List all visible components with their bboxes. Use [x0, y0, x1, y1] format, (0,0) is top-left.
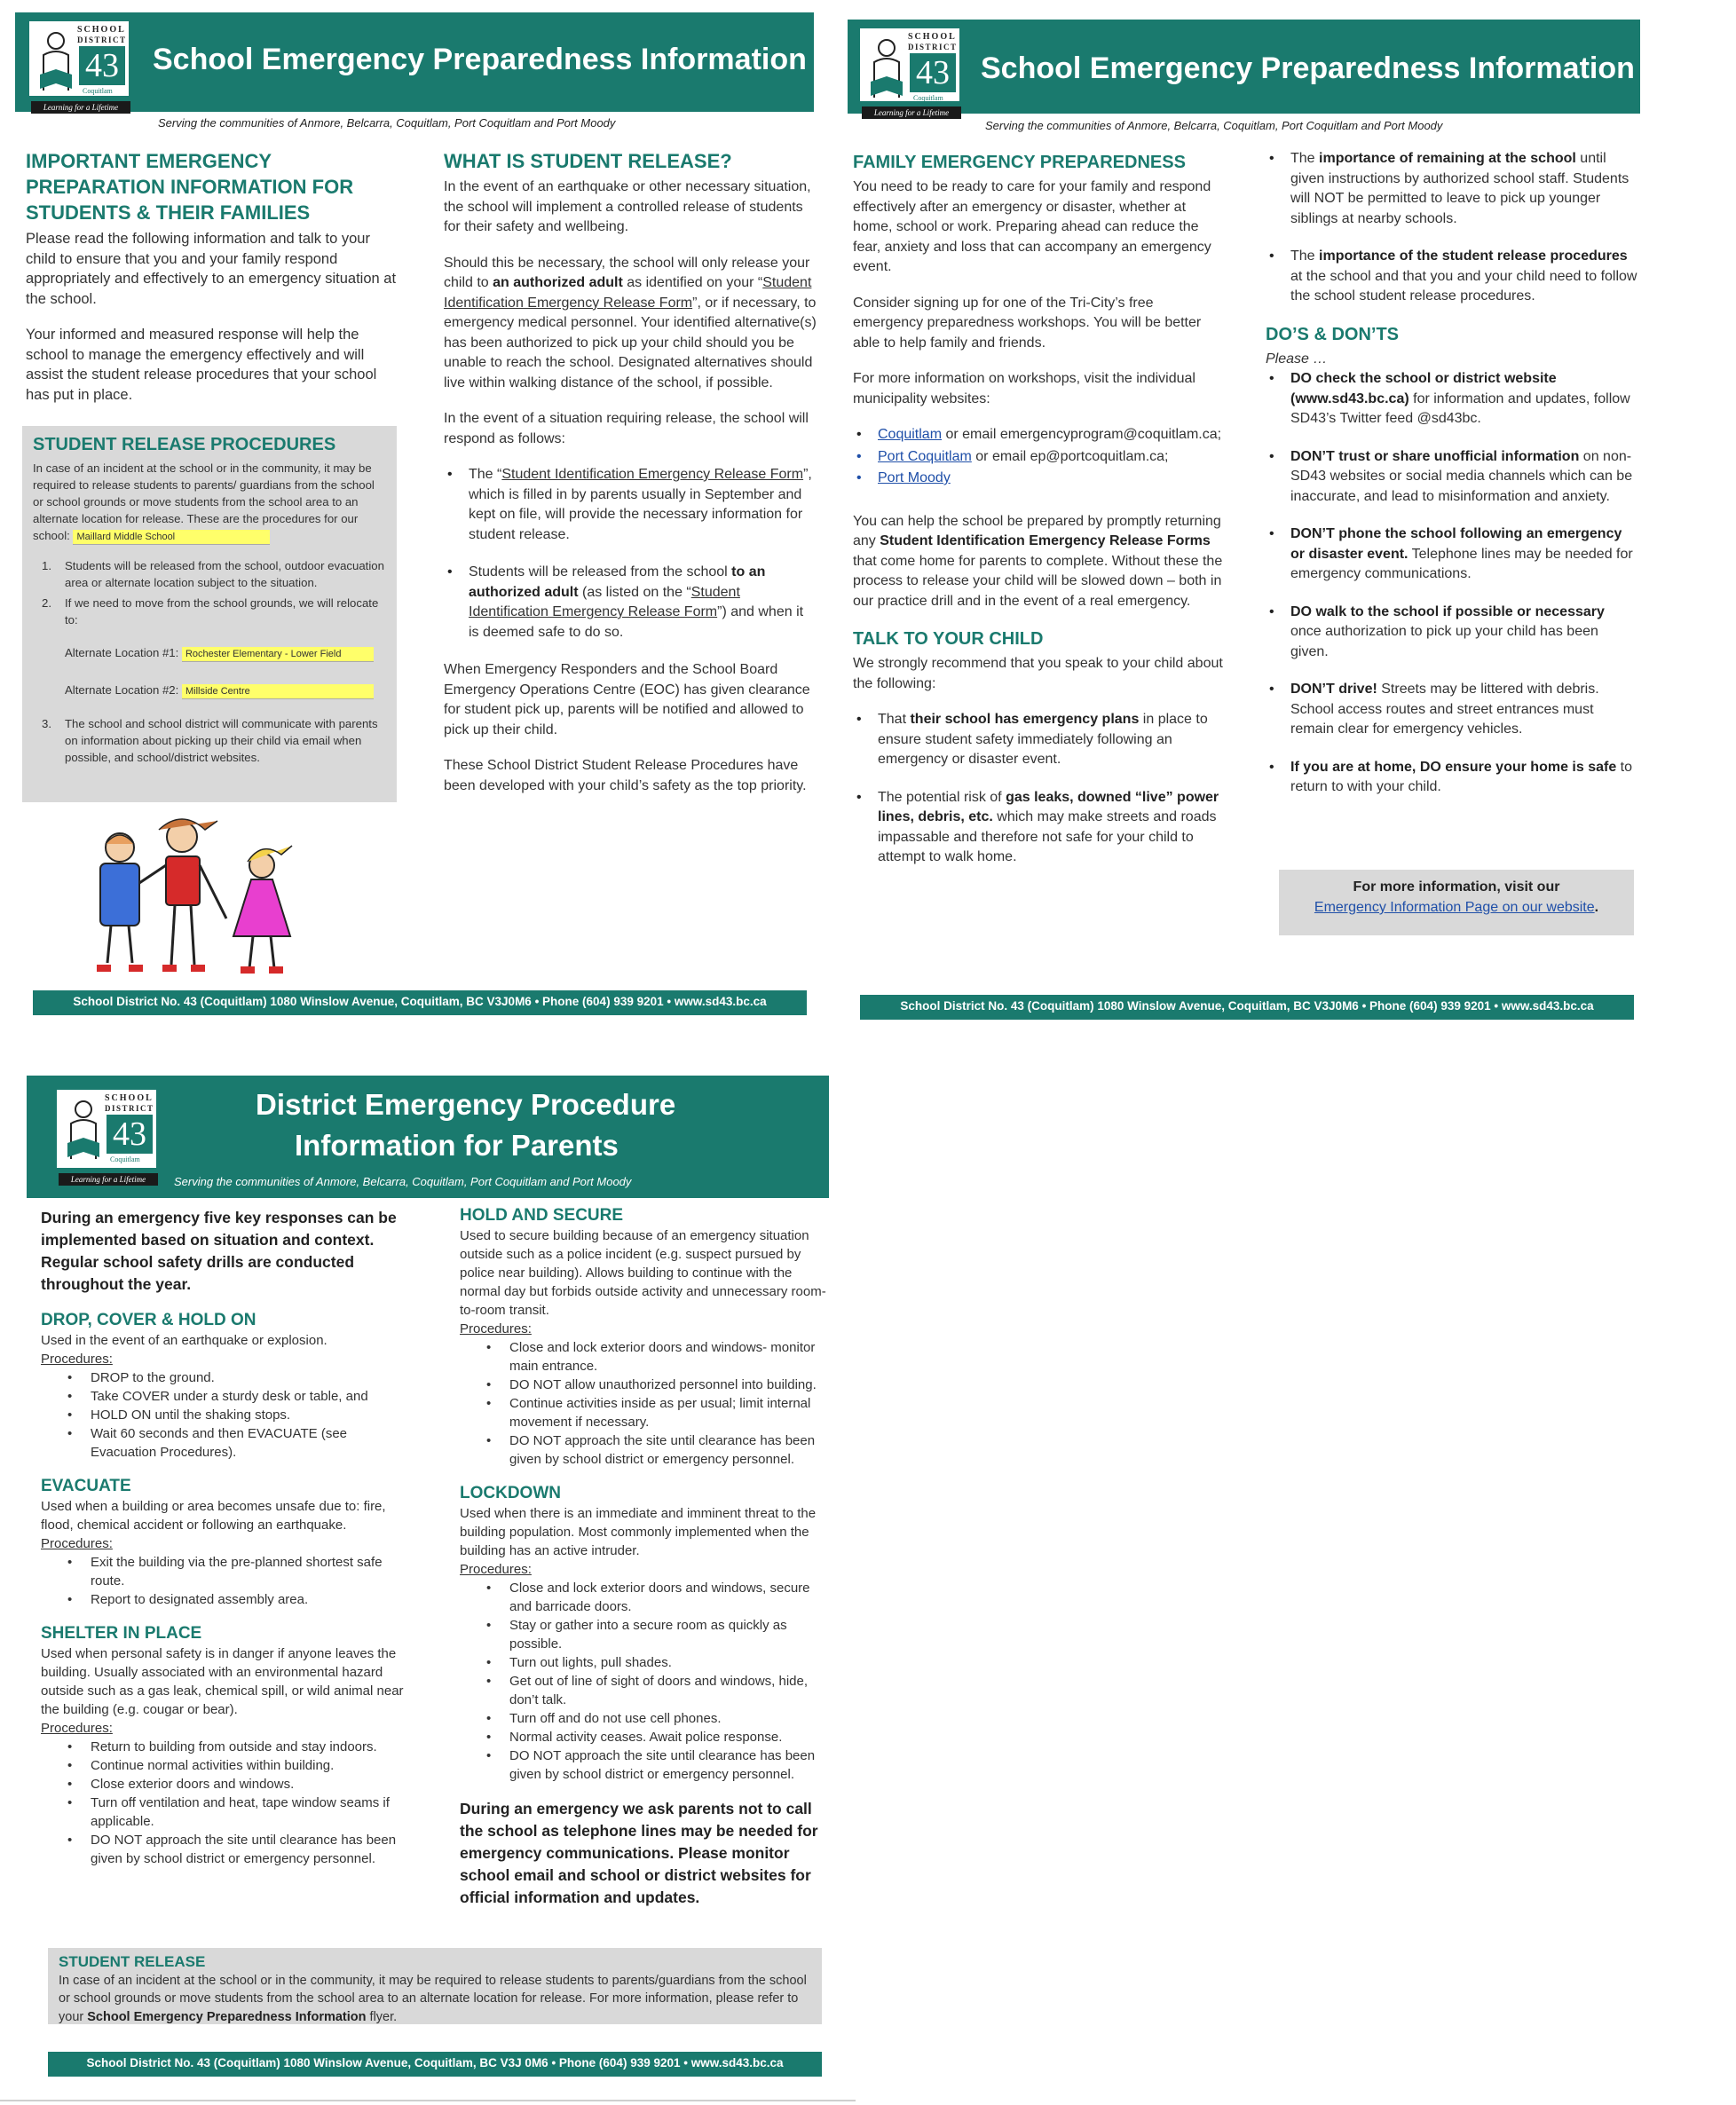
page2-serving: Serving the communities of Anmore, Belcarra, Coquitlam, Port Coquitlam and Port Moody	[985, 119, 1443, 132]
list-item: • DO NOT allow unauthorized personnel into building.	[460, 1376, 832, 1394]
logo-tagline: Learning for a Lifetime	[862, 106, 961, 119]
district-logo-3	[57, 1090, 156, 1184]
do-walk-to-school: • DO walk to the school if possible or necessary once authorization to pick up your child has been given.	[1266, 603, 1638, 663]
family-p1: You need to be ready to care for your family and respond effectively after an emergency or disaster, whether at home, school or work. Preparing ahead can reduce the fear, anxiety and loss that can accompany an emergency event.	[853, 179, 1211, 274]
logo-tagline: Learning for a Lifetime	[31, 101, 130, 114]
lockdown-list	[460, 1579, 832, 1784]
important-p2: Your informed and measured response will help the school to manage the emergency effectively and will assist the student release procedures that your school has put in place.	[26, 327, 377, 403]
talk-bullets	[853, 710, 1226, 868]
lockdown-desc: Used when there is an immediate and imminent threat to the building population. Most commonly implemented when the building has an active intruder.	[460, 1506, 817, 1558]
what-is-release-heading: WHAT IS STUDENT RELEASE?	[444, 150, 732, 172]
logo-number: 43	[107, 1115, 153, 1154]
release-bullet-1: • The “Student Identification Emergency Release Form”, which is filled in by parents usually in September and kept on file, will provide the necessary information for student release.	[444, 465, 817, 545]
release-p3: In the event of a situation requiring release, the school will respond as follows:	[444, 411, 809, 446]
page3-col2	[460, 1205, 832, 1909]
student-release-procedures-box	[22, 426, 397, 802]
srp-item-2: 2. If we need to move from the school grounds, we will relocate to: Alternate Location #1: Rochester Elementary - Lower Field Alternate Location #2: Millside Centre	[33, 595, 388, 699]
srp-item-3: 3. The school and school district will communicate with parents on information about picking up their child via email when possible, and school/district websites.	[42, 717, 378, 764]
list-item: • Close exterior doors and windows.	[41, 1775, 414, 1794]
logo-school-text: SCHOOL	[105, 1093, 154, 1103]
page1-serving: Serving the communities of Anmore, Belcarra, Coquitlam, Port Coquitlam and Port Moody	[158, 116, 616, 130]
list-item: • Take COVER under a sturdy desk or table, and	[41, 1387, 414, 1406]
page2-col1	[853, 151, 1226, 886]
talk-p1: We strongly recommend that you speak to your child about the following:	[853, 656, 1223, 691]
page3-bottom-divider	[0, 2100, 856, 2101]
release-p5: These School District Student Release Procedures have been developed with your child’s safety as the top priority.	[444, 758, 807, 793]
page3-intro: During an emergency five key responses can be implemented based on situation and context. Regular school safety drills are conducted throughout the year.	[41, 1209, 397, 1293]
evacuate-list	[41, 1553, 414, 1609]
dont-trust-unofficial: • DON’T trust or share unofficial information on non-SD43 websites or social media channels which can be inaccurate, and lead to misinformation and anxiety.	[1266, 447, 1638, 508]
release-p4: When Emergency Responders and the School Board Emergency Operations Centre (EOC) has given clearance for student pick up, parents will be notified and allowed to pick up their child.	[444, 662, 810, 737]
important-p1: Please read the following information and talk to your child to ensure that you and your family respond appropriately and effectively to an emergency situation at the school.	[26, 231, 397, 307]
do-ensure-home-safe: • If you are at home, DO ensure your home is safe to return to with your child.	[1266, 758, 1638, 798]
family-p3: For more information on workshops, visit the individual municipality websites:	[853, 371, 1195, 406]
list-item: • Get out of line of sight of doors and windows, hide, don’t talk.	[460, 1672, 832, 1709]
list-item: • Close and lock exterior doors and windows- monitor main entrance.	[460, 1338, 832, 1376]
release-p1: In the event of an earthquake or other necessary situation, the school will implement a controlled release of students for their safety and wellbeing.	[444, 179, 811, 234]
shelter-list	[41, 1738, 414, 1868]
alt-location-1: Alternate Location #1: Rochester Elementary - Lower Field	[65, 644, 388, 662]
release-p2: Should this be necessary, the school will only release your child to an authorized adult as identified on your “Student Identification Emergency Release Form”, or if necessary, to emergency medical personnel. Your identified alternative(s) has been authorized to pick up your child should you be unable to reach the school. Designated alternatives should live within walking distance of the school, if possible.	[444, 255, 817, 390]
logo-tagline: Learning for a Lifetime	[59, 1173, 158, 1186]
drop-cover-heading: DROP, COVER & HOLD ON	[41, 1311, 256, 1329]
release-bullets	[444, 465, 817, 643]
page1-col2	[444, 148, 817, 812]
talk-bullet-2: • The potential risk of gas leaks, downed “live” power lines, debris, etc. which may make streets and roads impassable and therefore not safe for your child to attempt to walk home.	[853, 788, 1226, 868]
alt-location-1-field[interactable]: Rochester Elementary - Lower Field	[182, 647, 374, 662]
list-item: • Turn off ventilation and heat, tape window seams if applicable.	[41, 1794, 414, 1831]
reading-figure-icon	[867, 35, 906, 101]
page3-serving: Serving the communities of Anmore, Belcarra, Coquitlam, Port Coquitlam and Port Moody	[174, 1175, 632, 1188]
logo-city: Coquitlam	[913, 94, 943, 102]
list-item: • Exit the building via the pre-planned shortest safe route.	[41, 1553, 414, 1590]
page3-title-line1: District Emergency Procedure	[256, 1088, 676, 1121]
page3-header	[27, 1076, 829, 1198]
logo-school-text: SCHOOL	[908, 32, 957, 42]
student-release-box	[48, 1948, 822, 2024]
logo-district-text: DISTRICT	[77, 35, 127, 44]
please-label: Please …	[1266, 351, 1328, 367]
student-release-heading: STUDENT RELEASE	[59, 1953, 206, 1970]
list-item: • Turn out lights, pull shades.	[460, 1653, 832, 1672]
list-item: • DO NOT approach the site until clearance has been given by school district or emergency personnel.	[460, 1746, 832, 1784]
more-info-box	[1279, 870, 1634, 935]
page3-title-line2: Information for Parents	[295, 1129, 619, 1162]
dont-drive: • DON’T drive! Streets may be littered with debris. School access routes and street entrances must remain clear for emergency vehicles.	[1266, 680, 1638, 740]
page2-col2	[1266, 149, 1638, 816]
hold-secure-desc: Used to secure building because of an emergency situation outside such as a police incident (e.g. suspect pursued by police near building). Allows building to continue with the normal day but forbids outside activity and unnecessary room-to-room transit.	[460, 1228, 826, 1318]
list-item: • Continue activities inside as per usual; limit internal movement if necessary.	[460, 1394, 832, 1431]
logo-city: Coquitlam	[83, 87, 113, 95]
drop-procedures-label: Procedures:	[41, 1352, 113, 1367]
lockdown-heading: LOCKDOWN	[460, 1484, 561, 1502]
shelter-heading: SHELTER IN PLACE	[41, 1624, 202, 1643]
list-item: • Close and lock exterior doors and windows, secure and barricade doors.	[460, 1579, 832, 1616]
logo-school-text: SCHOOL	[77, 25, 126, 35]
release-bullet-2: • Students will be released from the school to an authorized adult (as listed on the “Student Identification Emergency Release Form”) and when it is deemed safe to do so.	[444, 563, 817, 643]
list-item: • Return to building from outside and stay indoors.	[41, 1738, 414, 1756]
srp-intro: In case of an incident at the school or in the community, it may be required to release students to parents/ guardians from the school or school grounds or move students from the school area to an alternate location for release. These are the procedures for our school: Maillard Middle School	[33, 460, 388, 545]
hold-procedures-label: Procedures:	[460, 1321, 532, 1336]
dos-donts-list	[1266, 369, 1638, 798]
srp-item-1: 1. Students will be released from the school, outdoor evacuation area or alternate location subject to the situation.	[42, 559, 384, 589]
release-form-link-3[interactable]: Student Identification Emergency Release Form	[469, 584, 740, 619]
municipality-coquitlam: • Coquitlam or email emergencyprogram@coquitlam.ca;	[853, 425, 1226, 445]
more-info-text: For more information, visit our	[1353, 879, 1560, 895]
srp-heading: STUDENT RELEASE PROCEDURES	[33, 435, 336, 454]
logo-city: Coquitlam	[110, 1155, 140, 1163]
page1-header	[15, 12, 814, 112]
evacuate-procedures-label: Procedures:	[41, 1536, 113, 1551]
release-form-link[interactable]: Student Identification Emergency Release Form	[444, 275, 812, 311]
reading-figure-icon	[64, 1097, 103, 1163]
importance-bullet-2: • The importance of the student release procedures at the school and that you and your child need to follow the school student release procedures.	[1266, 247, 1638, 307]
talk-bullet-1: • That their school has emergency plans in place to ensure student safety immediately following an emergency or disaster event.	[853, 710, 1226, 770]
school-name-field[interactable]: Maillard Middle School	[73, 530, 270, 545]
talk-to-child-heading: TALK TO YOUR CHILD	[853, 629, 1044, 649]
drop-cover-desc: Used in the event of an earthquake or explosion.	[41, 1333, 327, 1348]
list-item: • HOLD ON until the shaking stops.	[41, 1406, 414, 1424]
district-logo-2	[860, 28, 959, 117]
logo-number: 43	[79, 46, 125, 85]
list-item: • Wait 60 seconds and then EVACUATE (see Evacuation Procedures).	[41, 1424, 414, 1462]
port-coquitlam-link[interactable]: Port Coquitlam	[878, 448, 972, 464]
page3-closing: During an emergency we ask parents not to call the school as telephone lines may be needed for emergency communications. Please monitor school email and school or district websites for official information and updates.	[460, 1800, 818, 1906]
srp-list	[33, 557, 388, 766]
shelter-procedures-label: Procedures:	[41, 1721, 113, 1736]
page3-footer: School District No. 43 (Coquitlam) 1080 Winslow Avenue, Coquitlam, BC V3J 0M6 • Phone (604) 939 9201 • www.sd43.bc.ca	[48, 2052, 822, 2077]
list-item: • Normal activity ceases. Await police response.	[460, 1728, 832, 1746]
municipality-port-coquitlam: • Port Coquitlam or email ep@portcoquitlam.ca;	[853, 447, 1226, 468]
list-item: • Continue normal activities within building.	[41, 1756, 414, 1775]
reading-figure-icon	[36, 28, 75, 94]
page2-header	[848, 20, 1640, 117]
list-item: • Stay or gather into a secure room as quickly as possible.	[460, 1616, 832, 1653]
lockdown-procedures-label: Procedures:	[460, 1562, 532, 1577]
family-p2: Consider signing up for one of the Tri-City’s free emergency preparedness workshops. You will be better able to help family and friends.	[853, 295, 1202, 351]
page2-footer: School District No. 43 (Coquitlam) 1080 Winslow Avenue, Coquitlam, BC V3J0M6 • Phone (604) 939 9201 • www.sd43.bc.ca	[860, 995, 1634, 1020]
children-drawing	[84, 812, 315, 981]
logo-district-text: DISTRICT	[908, 43, 958, 51]
alt-location-2: Alternate Location #2: Millside Centre	[65, 682, 388, 699]
importance-bullet-1: • The importance of remaining at the school until given instructions by authorized school staff. Students will NOT be permitted to leave to pick up younger siblings at nearby schools.	[1266, 149, 1638, 229]
coquitlam-link[interactable]: Coquitlam	[878, 427, 943, 442]
shelter-desc: Used when personal safety is in danger if anyone leaves the building. Usually associated with an environmental hazard outside such as a gas leak, chemical spill, or wild animal near the building (e.g. cougar or bear).	[41, 1646, 404, 1717]
list-item: • DO NOT approach the site until clearance has been given by school district or emergency personnel.	[460, 1431, 832, 1469]
page1-col1	[26, 148, 403, 421]
page1-title: School Emergency Preparedness Information	[153, 43, 807, 76]
dos-donts-heading: DO’S & DON’TS	[1266, 324, 1400, 344]
hold-secure-list	[460, 1338, 832, 1469]
list-item: • DO NOT approach the site until clearance has been given by school district or emergency personnel.	[41, 1831, 414, 1868]
municipality-port-moody	[853, 469, 1226, 489]
emergency-info-link[interactable]: Emergency Information Page on our website	[1314, 900, 1595, 915]
municipality-links	[853, 425, 1226, 489]
family-p4: You can help the school be prepared by promptly returning any Student Identification Emergency Release Forms that come home for parents to complete. Without these the process to release your child will be slowed down – both in our practice drill and in the event of a real emergency.	[853, 513, 1223, 609]
list-item: • Turn off and do not use cell phones.	[460, 1709, 832, 1728]
important-heading: IMPORTANT EMERGENCY PREPARATION INFORMATION FOR STUDENTS & THEIR FAMILIES	[26, 150, 354, 224]
family-preparedness-heading: FAMILY EMERGENCY PREPAREDNESS	[853, 153, 1186, 172]
dont-phone-school: • DON’T phone the school following an emergency or disaster event. Telephone lines may be needed for emergency communications.	[1266, 524, 1638, 585]
page2-title: School Emergency Preparedness Information	[981, 51, 1635, 85]
srp-content	[33, 433, 388, 769]
alt-location-2-field[interactable]: Millside Centre	[182, 684, 374, 699]
evacuate-desc: Used when a building or area becomes unsafe due to: fire, flood, chemical accident or following an earthquake.	[41, 1499, 386, 1533]
more-info-link-row: Emergency Information Page on our website.	[1314, 900, 1599, 915]
release-form-link-2[interactable]: Student Identification Emergency Release Form	[501, 467, 804, 482]
district-logo	[29, 21, 129, 112]
page3-col1	[41, 1207, 414, 1868]
student-release-text: In case of an incident at the school or in the community, it may be required to release students to parents/guardians from the school or school grounds or move students from the school area to an alternate location for release. For more information, please refer to your School Emergency Preparedness Information flyer.	[59, 1973, 807, 2024]
drop-cover-list	[41, 1368, 414, 1462]
do-check-website: • DO check the school or district website (www.sd43.bc.ca) for information and updates, follow SD43’s Twitter feed @sd43bc.	[1266, 369, 1638, 430]
port-moody-link[interactable]: Port Moody	[878, 470, 951, 485]
logo-district-text: DISTRICT	[105, 1104, 154, 1113]
importance-bullets	[1266, 149, 1638, 307]
list-item: • DROP to the ground.	[41, 1368, 414, 1387]
hold-secure-heading: HOLD AND SECURE	[460, 1206, 624, 1225]
page1-footer: School District No. 43 (Coquitlam) 1080 Winslow Avenue, Coquitlam, BC V3J0M6 • Phone (604) 939 9201 • www.sd43.bc.ca	[33, 990, 807, 1015]
list-item: • Report to designated assembly area.	[41, 1590, 414, 1609]
evacuate-heading: EVACUATE	[41, 1477, 131, 1495]
logo-number: 43	[910, 53, 956, 92]
